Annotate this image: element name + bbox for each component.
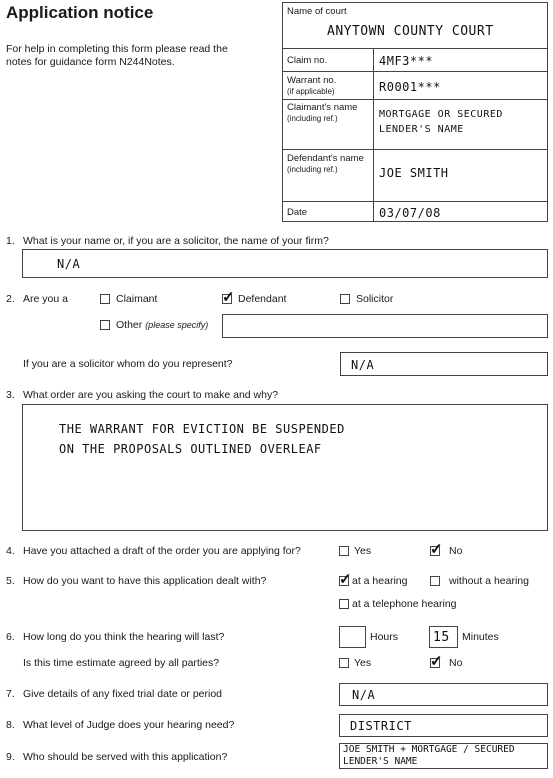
represent-answer: N/A <box>351 358 375 372</box>
q8-answer-field[interactable] <box>339 714 548 737</box>
help-text: For help in completing this form please read the notes for guidance form N244Notes. <box>6 43 228 68</box>
solicitor-checkbox[interactable] <box>340 294 350 304</box>
court-details-table <box>282 2 548 222</box>
claimant-label: Claimant <box>116 293 158 305</box>
claimant-value-line1[interactable]: MORTGAGE OR SECURED <box>379 109 503 120</box>
without-hearing-label: without a hearing <box>449 575 529 587</box>
q6-number: 6. <box>6 631 15 643</box>
q4-text: Have you attached a draft of the order you are applying for? <box>23 545 301 557</box>
at-hearing-label: at a hearing <box>352 575 408 587</box>
telephone-hearing-checkbox[interactable] <box>339 599 349 609</box>
q8-answer: DISTRICT <box>350 719 412 733</box>
claimant-checkbox[interactable] <box>100 294 110 304</box>
other-hint: (please specify) <box>145 320 209 330</box>
q9-answer-line1: JOE SMITH + MORTGAGE / SECURED <box>343 744 515 755</box>
hours-field[interactable] <box>339 626 366 648</box>
q9-text: Who should be served with this application? <box>23 751 228 763</box>
form-title: Application notice <box>6 3 154 22</box>
date-label: Date <box>287 207 308 218</box>
q8-text: What level of Judge does your hearing need? <box>23 719 235 731</box>
minutes-value: 15 <box>433 630 450 645</box>
q9-number: 9. <box>6 751 15 763</box>
claim-no-label: Claim no. <box>287 55 328 66</box>
q5-number: 5. <box>6 575 15 587</box>
q3-answer-field[interactable] <box>22 404 548 531</box>
q6-text: How long do you think the hearing will last? <box>23 631 225 643</box>
defendant-label: Defendant's name <box>287 153 364 164</box>
q2-number: 2. <box>6 293 15 305</box>
claimant-label: Claimant's name <box>287 102 358 113</box>
q8-number: 8. <box>6 719 15 731</box>
warrant-no-label: Warrant no. <box>287 75 337 86</box>
without-hearing-checkbox[interactable] <box>430 576 440 586</box>
q4-number: 4. <box>6 545 15 557</box>
agreed-no-label: No <box>449 657 463 669</box>
q2-text: Are you a <box>23 293 68 305</box>
q5-text: How do you want to have this application dealt with? <box>23 575 267 587</box>
represent-field[interactable] <box>340 352 548 376</box>
name-of-court-label: Name of court <box>287 6 347 17</box>
claim-no-value[interactable]: 4MF3*** <box>379 54 434 68</box>
q1-number: 1. <box>6 235 15 247</box>
represent-text: If you are a solicitor whom do you represent? <box>23 358 233 370</box>
claimant-value-line2[interactable]: LENDER'S NAME <box>379 124 464 135</box>
warrant-no-value[interactable]: R0001*** <box>379 80 441 94</box>
q4-yes-label: Yes <box>354 545 372 557</box>
minutes-field[interactable] <box>429 626 458 648</box>
defendant-sub: (including ref.) <box>287 165 338 174</box>
other-label <box>116 319 208 331</box>
telephone-hearing-label: at a telephone hearing <box>352 598 457 610</box>
q1-text: What is your name or, if you are a solicitor, the name of your firm? <box>23 235 329 247</box>
agreed-yes-label: Yes <box>354 657 372 669</box>
solicitor-label: Solicitor <box>356 293 394 305</box>
q7-answer: N/A <box>352 688 376 702</box>
other-specify-field[interactable] <box>222 314 548 338</box>
q7-answer-field[interactable] <box>339 683 548 706</box>
q3-text: What order are you asking the court to make and why? <box>23 389 279 401</box>
agreed-no-tick-icon: ✓ <box>430 653 443 670</box>
q3-answer-line2: ON THE PROPOSALS OUTLINED OVERLEAF <box>59 442 322 456</box>
at-hearing-tick-icon: ✓ <box>339 571 352 588</box>
other-checkbox[interactable] <box>100 320 110 330</box>
agreed-yes-checkbox[interactable] <box>339 658 349 668</box>
defendant-tick-icon: ✓ <box>222 289 235 306</box>
q4-yes-checkbox[interactable] <box>339 546 349 556</box>
q7-number: 7. <box>6 688 15 700</box>
hours-label: Hours <box>370 631 399 643</box>
q3-number: 3. <box>6 389 15 401</box>
defendant-label: Defendant <box>238 293 287 305</box>
claimant-sub: (including ref.) <box>287 114 338 123</box>
q7-text: Give details of any fixed trial date or period <box>23 688 223 700</box>
q1-answer: N/A <box>57 257 81 271</box>
date-value[interactable]: 03/07/08 <box>379 206 441 220</box>
agreed-text: Is this time estimate agreed by all parties? <box>23 657 220 669</box>
q4-no-tick-icon: ✓ <box>430 541 443 558</box>
defendant-value[interactable]: JOE SMITH <box>379 166 449 180</box>
q1-answer-field[interactable] <box>22 249 548 278</box>
other-text: Other <box>116 319 143 331</box>
q9-answer-field[interactable] <box>339 743 548 769</box>
q4-no-label: No <box>449 545 463 557</box>
q3-answer-line1: THE WARRANT FOR EVICTION BE SUSPENDED <box>59 422 345 436</box>
q9-answer-line2: LENDER'S NAME <box>343 756 418 767</box>
warrant-no-sub: (if applicable) <box>287 87 335 96</box>
name-of-court-value[interactable]: ANYTOWN COUNTY COURT <box>327 24 494 39</box>
minutes-label: Minutes <box>462 631 499 643</box>
